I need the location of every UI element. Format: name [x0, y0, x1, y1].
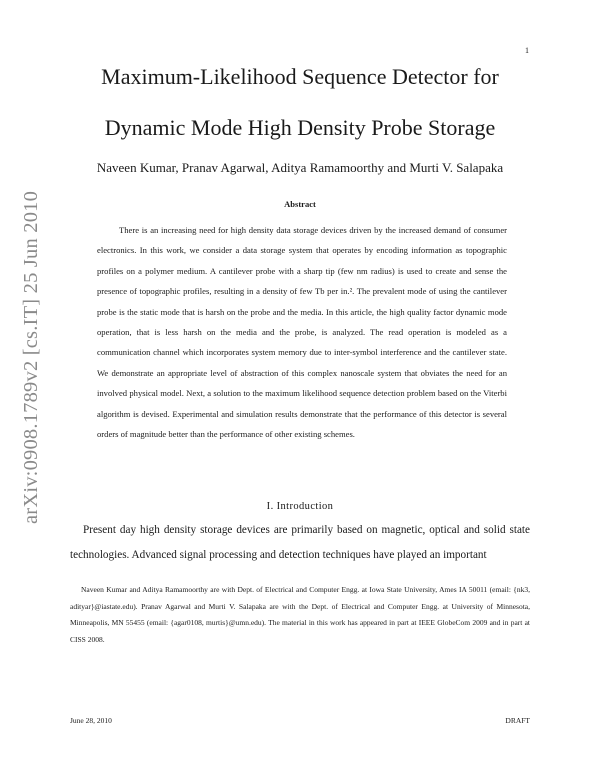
arxiv-identifier: arXiv:0908.1789v2 [cs.IT] 25 Jun 2010	[20, 190, 42, 524]
paper-title-line-1: Maximum-Likelihood Sequence Detector for	[101, 64, 499, 89]
page-number: 1	[525, 46, 529, 55]
section-heading-introduction: I. Introduction	[266, 501, 334, 512]
abstract-paragraph: There is an increasing need for high density data storage devices driven by the increased demand of consumer electronics. In this work, we consider a data storage system that operates by encoding information as topographic profiles on a polymer medium. A cantilever probe with a sharp tip (few nm radius) is used to create and sense the presence of topographic profiles, resulting in a density of few Tb per in.². The prevalent mode of using the cantilever probe is the static mode that is harsh on the probe and the media. In this article, the high quality factor dynamic mode operation, that is less harsh on the media and the probe, is analyzed. The read operation is modeled as a communication channel which incorporates system memory due to inter-symbol interference and the cantilever state. We demonstrate an appropriate level of abstraction of this complex nanoscale system that obviates the need for an involved physical model. Next, a solution to the maximum likelihood sequence detection problem based on the Viterbi algorithm is devised. Experimental and simulation results demonstrate that the performance of this detector is several orders of magnitude better than the performance of other existing schemes.	[97, 225, 507, 440]
author-list: Naveen Kumar, Pranav Agarwal, Aditya Ramamoorthy and Murti V. Salapaka	[96, 160, 504, 175]
introduction-paragraph: Present day high density storage devices are primarily based on magnetic, optical and solid state technologies. Advanced signal processing and detection techniques have played an important	[70, 524, 530, 561]
paper-title-line-2: Dynamic Mode High Density Probe Storage	[104, 115, 496, 140]
affiliation-footnote: Naveen Kumar and Aditya Ramamoorthy are with Dept. of Electrical and Computer Engg. at Iowa State University, Ames IA 50011 (email: {nk3, adityar}@iastate.edu). Pranav Agarwal and Murti V. Salapaka are with the Dept. of Electrical and Computer Engg. at University of Minnesota, Minneapolis, MN 55455 (email: {agar0108, murtis}@umn.edu). The material in this work has appeared in part at IEEE GlobeCom 2009 and in part at CISS 2008.	[70, 585, 530, 644]
footer-date: June 28, 2010	[70, 716, 112, 725]
abstract-heading: Abstract	[284, 199, 316, 209]
footer-draft-label: DRAFT	[505, 716, 530, 725]
